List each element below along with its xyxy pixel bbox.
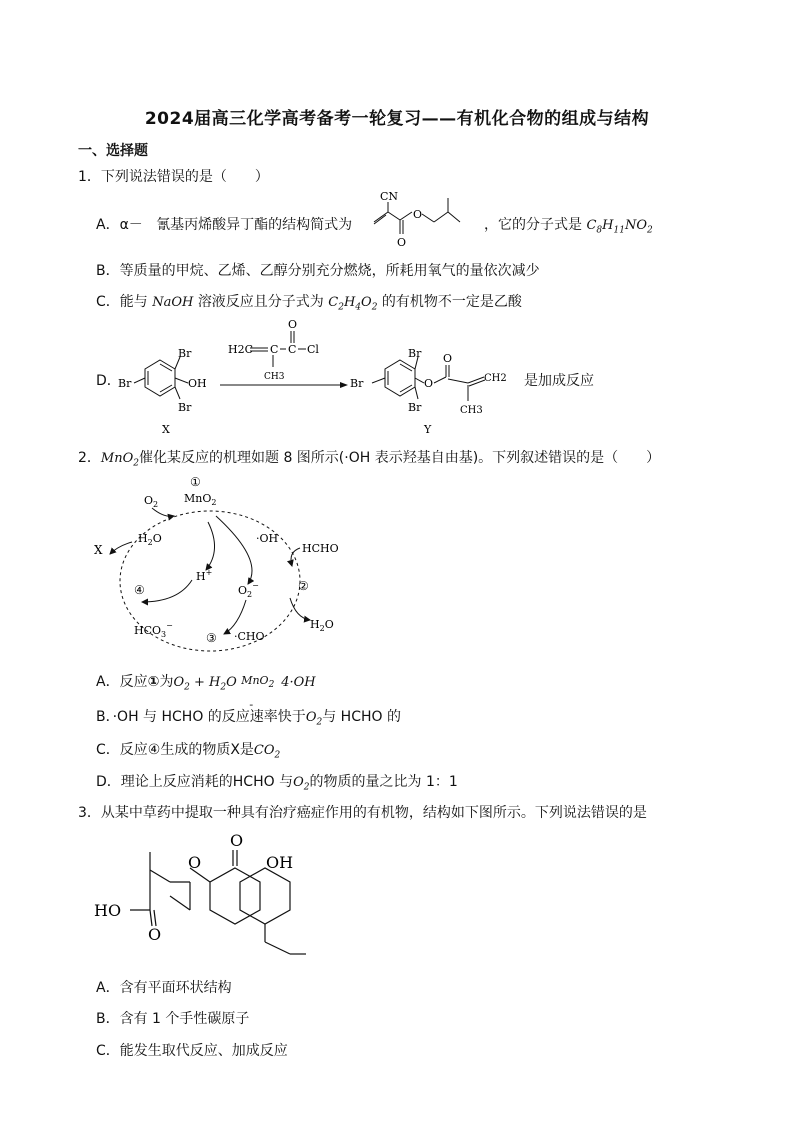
mol-bond bbox=[448, 379, 468, 383]
reagent-h2c: H2C bbox=[228, 343, 254, 356]
mol-bond bbox=[170, 896, 190, 910]
step-1-marker: ① bbox=[190, 475, 201, 489]
q1-c-formula: $C_2H_4O_2$ bbox=[328, 295, 378, 313]
mol-bond bbox=[400, 385, 412, 392]
q1-d-reaction-scheme bbox=[110, 315, 530, 440]
reagent-o: O bbox=[288, 318, 298, 331]
br-label: Br bbox=[408, 347, 422, 360]
o2-minus-label: $O_2^-$ bbox=[238, 581, 259, 599]
q2-option-b[interactable]: B．·OH 与 HCHO 的反应速率快于$O_2$与 HCHO 的 bbox=[96, 709, 401, 728]
br-label: Br bbox=[408, 401, 422, 414]
q2-stem-formula: MnO$_2$ bbox=[100, 451, 139, 469]
mol-bond bbox=[448, 212, 460, 222]
o2-label: $O_2$ bbox=[144, 494, 159, 509]
mol-bond bbox=[160, 364, 172, 371]
mol-bond bbox=[434, 377, 446, 383]
arrow bbox=[290, 598, 310, 620]
mol-bond bbox=[415, 378, 424, 383]
mol-bond bbox=[468, 377, 484, 383]
q2-stem-text: 催化某反应的机理如题 8 图所示(·OH 表示羟基自由基)。下列叙述错误的是（ ） bbox=[139, 450, 661, 466]
x-product-label: X bbox=[94, 543, 103, 557]
mol-bond bbox=[160, 385, 172, 392]
mol-bond bbox=[422, 214, 434, 222]
benzene-ring bbox=[385, 360, 415, 396]
br-label: Br bbox=[350, 377, 364, 390]
q2-stem: 2．MnO$_2$催化某反应的机理如题 8 图所示(·OH 表示羟基自由基)。下列叙述错误的是（ ） bbox=[78, 450, 661, 469]
arrow bbox=[110, 542, 132, 554]
mol-bond bbox=[400, 212, 412, 220]
q1-a-suffix-wrap bbox=[484, 214, 653, 236]
arrow bbox=[206, 522, 215, 570]
arrow bbox=[142, 580, 192, 602]
q2-a-dash: - bbox=[249, 698, 254, 711]
arrow bbox=[152, 508, 174, 516]
q2-a-mid: 为 bbox=[159, 674, 174, 690]
hcho-label: HCHO bbox=[302, 542, 339, 555]
q1-a-suffix: ，它的分子式是 bbox=[484, 217, 582, 233]
mol-bond bbox=[175, 378, 188, 383]
q2-a-pre: A．反应 bbox=[96, 674, 148, 690]
h2o-top-label: $H_2O$ bbox=[138, 532, 162, 547]
mol-bond bbox=[150, 910, 152, 926]
oh-radical-label: ·OH bbox=[256, 532, 279, 545]
phenol-oh-label: OH bbox=[266, 853, 294, 872]
q3-option-c[interactable]: C．能发生取代反应、加成反应 bbox=[96, 1043, 288, 1059]
carbonyl-o-label: O bbox=[230, 831, 244, 850]
reagent-c2: C bbox=[288, 343, 297, 356]
mol-bond bbox=[372, 378, 385, 383]
ring-o-label: O bbox=[188, 853, 202, 872]
ch3-label: CH3 bbox=[460, 405, 483, 416]
q2-option-c[interactable]: C．反应④生成的物质X是$CO_2$ bbox=[96, 742, 281, 761]
mol-bond bbox=[469, 380, 485, 386]
acid-o-label: O bbox=[148, 925, 162, 944]
mol-bond bbox=[400, 364, 412, 371]
mol-cn-label: CN bbox=[380, 190, 399, 203]
q1-c-post: 的有机物不一定是乙酸 bbox=[381, 294, 522, 310]
y-label: Y bbox=[424, 423, 432, 436]
mol-o-label: O bbox=[413, 208, 423, 221]
q2-mechanism-cycle bbox=[88, 470, 358, 660]
arrow bbox=[291, 548, 300, 566]
benzene-ring bbox=[240, 868, 290, 924]
q1-option-c[interactable] bbox=[96, 291, 522, 313]
lactone-ring bbox=[210, 868, 260, 924]
q1-stem: 1．下列说法错误的是（ ） bbox=[78, 169, 269, 185]
q1-a-molecule bbox=[360, 190, 480, 254]
step-2-marker: ② bbox=[298, 579, 309, 593]
section-heading: 一、选择题 bbox=[78, 143, 148, 159]
mol-bond bbox=[374, 212, 388, 222]
q1-c-mid: 溶液反应且分子式为 bbox=[197, 294, 324, 310]
q1-a-prefix: A．α－ bbox=[96, 217, 143, 233]
o-label: O bbox=[443, 352, 453, 365]
q1-option-d-label[interactable]: D． bbox=[96, 373, 121, 389]
cho-radical-label: ·CHO bbox=[234, 630, 265, 643]
mol-bond bbox=[150, 870, 170, 882]
q2-option-a[interactable] bbox=[96, 671, 316, 711]
mol-bond bbox=[434, 212, 448, 222]
reagent-cl: Cl bbox=[307, 343, 319, 356]
q1-option-a[interactable] bbox=[96, 214, 352, 234]
mol-bond bbox=[154, 910, 156, 926]
x-label: X bbox=[162, 423, 170, 436]
q1-c-pre: C．能与 bbox=[96, 294, 148, 310]
arrow bbox=[216, 516, 252, 584]
reagent-ch3: CH3 bbox=[264, 372, 285, 382]
benzene-ring bbox=[145, 360, 175, 396]
br-label: Br bbox=[178, 347, 192, 360]
mol-bond bbox=[415, 387, 418, 399]
mno2-label: MnO$_2$ bbox=[184, 492, 217, 507]
step-4-marker: ④ bbox=[134, 583, 145, 597]
q2-a-circle: ① bbox=[147, 674, 160, 690]
q2-a-eq: $O_2 + H_2O$ bbox=[173, 675, 237, 693]
br-label: Br bbox=[178, 401, 192, 414]
q3-stem: 3．从某中草药中提取一种具有治疗癌症作用的有机物，结构如下图所示。下列说法错误的是 bbox=[78, 805, 647, 821]
q2-a-catalyst: MnO$_2$ bbox=[241, 674, 275, 691]
mol-bond bbox=[175, 387, 180, 399]
mol-bond bbox=[265, 942, 290, 954]
page-title: 2024届高三化学高考备考一轮复习——有机化合物的组成与结构 bbox=[144, 109, 650, 129]
mol-bond bbox=[374, 215, 386, 224]
acid-ho-label: HO bbox=[94, 901, 122, 920]
ch2-label: CH2 bbox=[484, 373, 507, 384]
mol-bond bbox=[388, 212, 400, 220]
q2-option-d[interactable]: D．理论上反应消耗的HCHO 与$O_2$的物质的量之比为 1：1 bbox=[96, 774, 458, 793]
arrow bbox=[224, 600, 246, 634]
q3-molecule bbox=[90, 826, 310, 966]
arrow-head bbox=[340, 382, 348, 388]
reagent-c1: C bbox=[270, 343, 279, 356]
q1-a-formula: $C_8H_{11}NO_2$ bbox=[586, 218, 653, 236]
h2o-right-label: $H_2O$ bbox=[310, 618, 334, 633]
hco3-label: $HCO_3^-$ bbox=[134, 621, 173, 639]
mol-bond bbox=[134, 378, 145, 383]
q1-option-b[interactable]: B．等质量的甲烷、乙烯、乙醇分别充分燃烧，所耗用氧气的量依次减少 bbox=[96, 263, 540, 279]
q3-option-a[interactable]: A．含有平面环状结构 bbox=[96, 980, 232, 996]
q3-option-b[interactable]: B．含有 1 个手性碳原子 bbox=[96, 1011, 250, 1027]
q1-c-naoh: NaOH bbox=[152, 295, 194, 310]
q2-a-product: 4·OH bbox=[281, 675, 316, 690]
step-3-marker: ③ bbox=[206, 631, 217, 645]
q1-a-text: 氰基丙烯酸异丁酯的结构简式为 bbox=[156, 217, 353, 233]
hplus-label: H+ bbox=[196, 568, 213, 583]
oh-label: OH bbox=[188, 377, 207, 390]
q1-d-suffix: 是加成反应 bbox=[524, 373, 594, 389]
mol-o-label: O bbox=[397, 236, 407, 249]
o-label: O bbox=[424, 377, 434, 390]
br-label: Br bbox=[118, 377, 132, 390]
